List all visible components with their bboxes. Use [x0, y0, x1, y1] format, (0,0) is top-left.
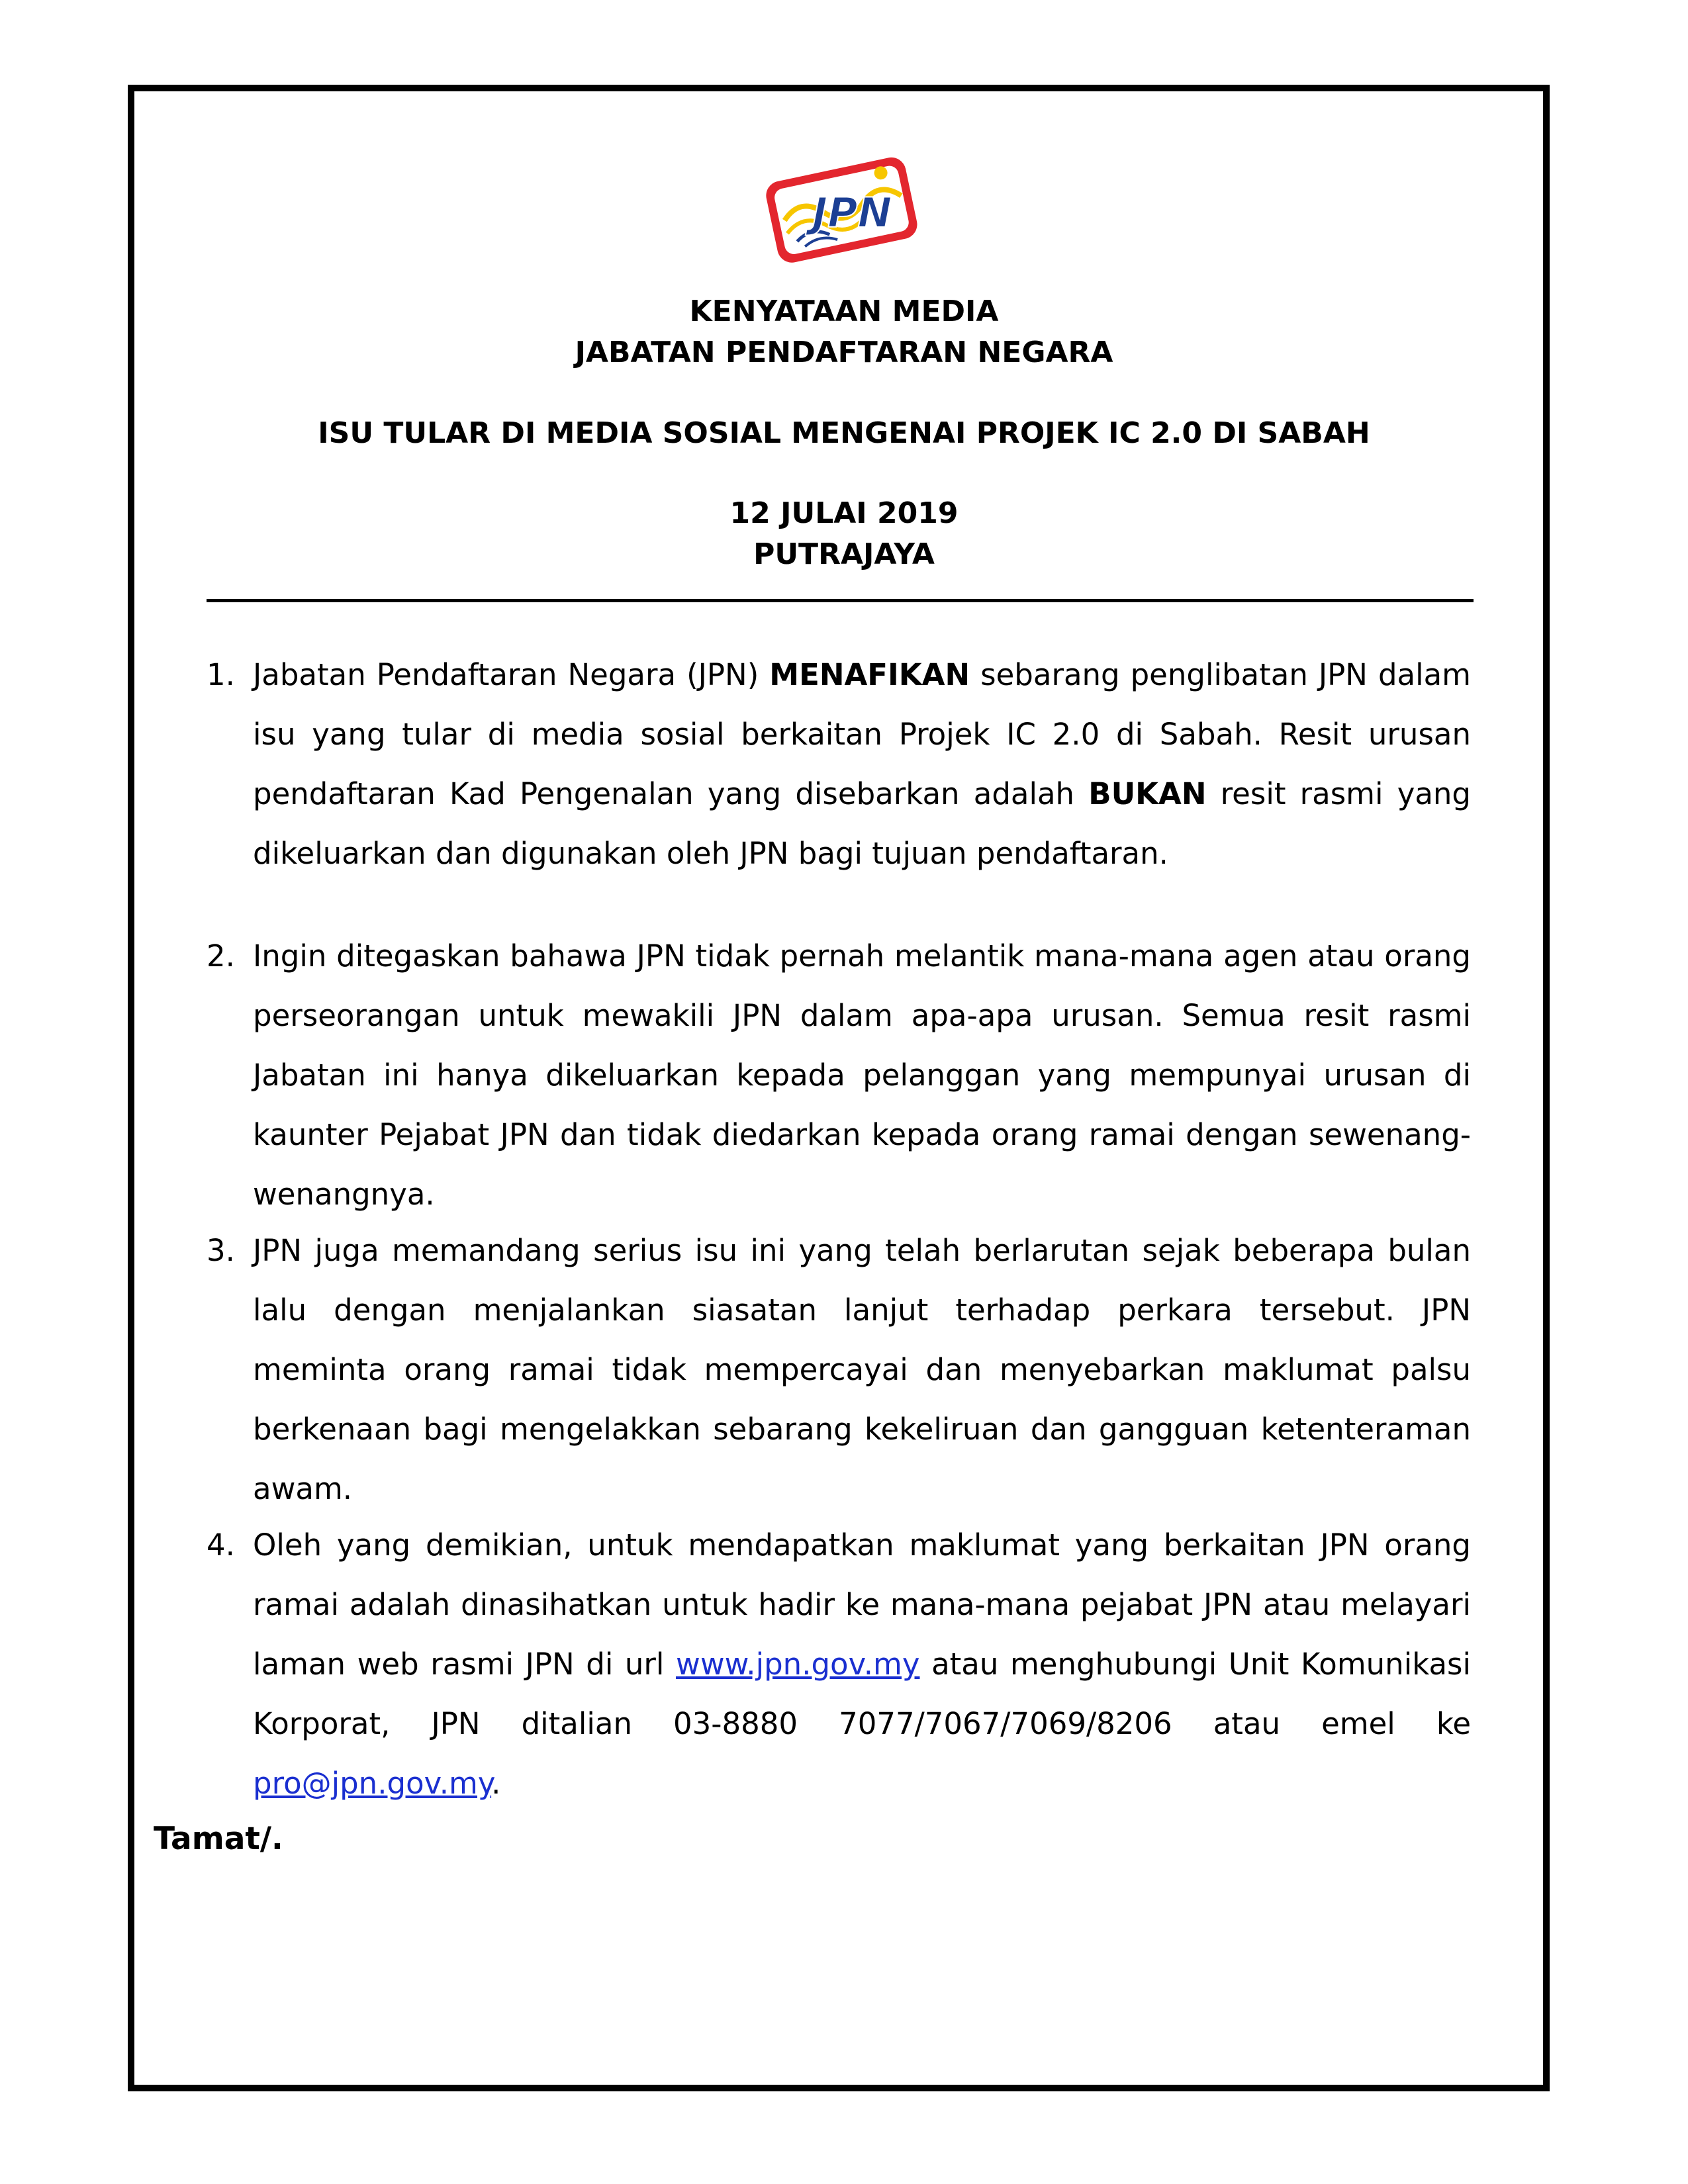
statement-date: 12 JULAI 2019	[729, 496, 959, 530]
item-number: 2.	[207, 938, 235, 974]
item-text: Jabatan Pendaftaran Negara (JPN) MENAFIKAN sebarang penglibatan JPN dalam isu yang tular di media sosial berkaitan Projek IC 2.0 di Sabah. Resit urusan pendaftaran Kad Pengenalan yang disebarkan adalah BUKAN resit rasmi yang dikeluarkan dan digunakan oleh JPN bagi tujuan pendaftaran.	[253, 657, 1472, 871]
jpn-logo	[751, 142, 930, 271]
item-text: JPN juga memandang serius isu ini yang telah berlarutan sejak beberapa bulan lalu dengan menjalankan siasatan lanjut terhadap perkara tersebut. JPN meminta orang ramai tidak mempercayai dan menyebarkan maklumat palsu berkenaan bagi mengelakkan sebarang kekeliruan dan gangguan ketenteraman awam.	[253, 1233, 1471, 1506]
end-marker: Tamat/.	[154, 1821, 283, 1857]
emphasis-bukan: BUKAN	[1088, 776, 1207, 811]
statement-title: ISU TULAR DI MEDIA SOSIAL MENGENAI PROJEK IC 2.0 DI SABAH	[318, 416, 1370, 450]
email-link[interactable]: pro@jpn.gov.my	[253, 1766, 492, 1801]
logo-text: JPN	[812, 189, 892, 237]
item-number: 4.	[207, 1527, 235, 1563]
item-text: Ingin ditegaskan bahawa JPN tidak pernah melantik mana-mana agen atau orang perseorangan untuk mewakili JPN dalam apa-apa urusan. Semua resit rasmi Jabatan ini hanya dikeluarkan kepada pelanggan yang mempunyai urusan di kaunter Pejabat JPN dan tidak diedarkan kepada orang ramai dengan sewenang-wenangnya.	[253, 938, 1471, 1212]
website-link[interactable]: www.jpn.gov.my	[676, 1647, 920, 1682]
statement-place: PUTRAJAYA	[753, 537, 935, 571]
emphasis-menafikan: MENAFIKAN	[769, 657, 970, 692]
item-text: Oleh yang demikian, untuk mendapatkan maklumat yang berkaitan JPN orang ramai adalah dinasihatkan untuk hadir ke mana-mana pejabat JPN atau melayari laman web rasmi JPN di url www.jpn.gov.my atau menghubungi Unit Komunikasi Korporat, JPN ditalian 03-8880 7077/7067/7069/8206 atau emel ke pro@jpn.gov.my.	[253, 1527, 1471, 1801]
header-divider	[207, 599, 1474, 602]
item-number: 1.	[207, 657, 235, 692]
header-line2: JABATAN PENDAFTARAN NEGARA	[575, 336, 1113, 369]
header-line1: KENYATAAN MEDIA	[689, 295, 999, 328]
item-number: 3.	[207, 1233, 235, 1268]
